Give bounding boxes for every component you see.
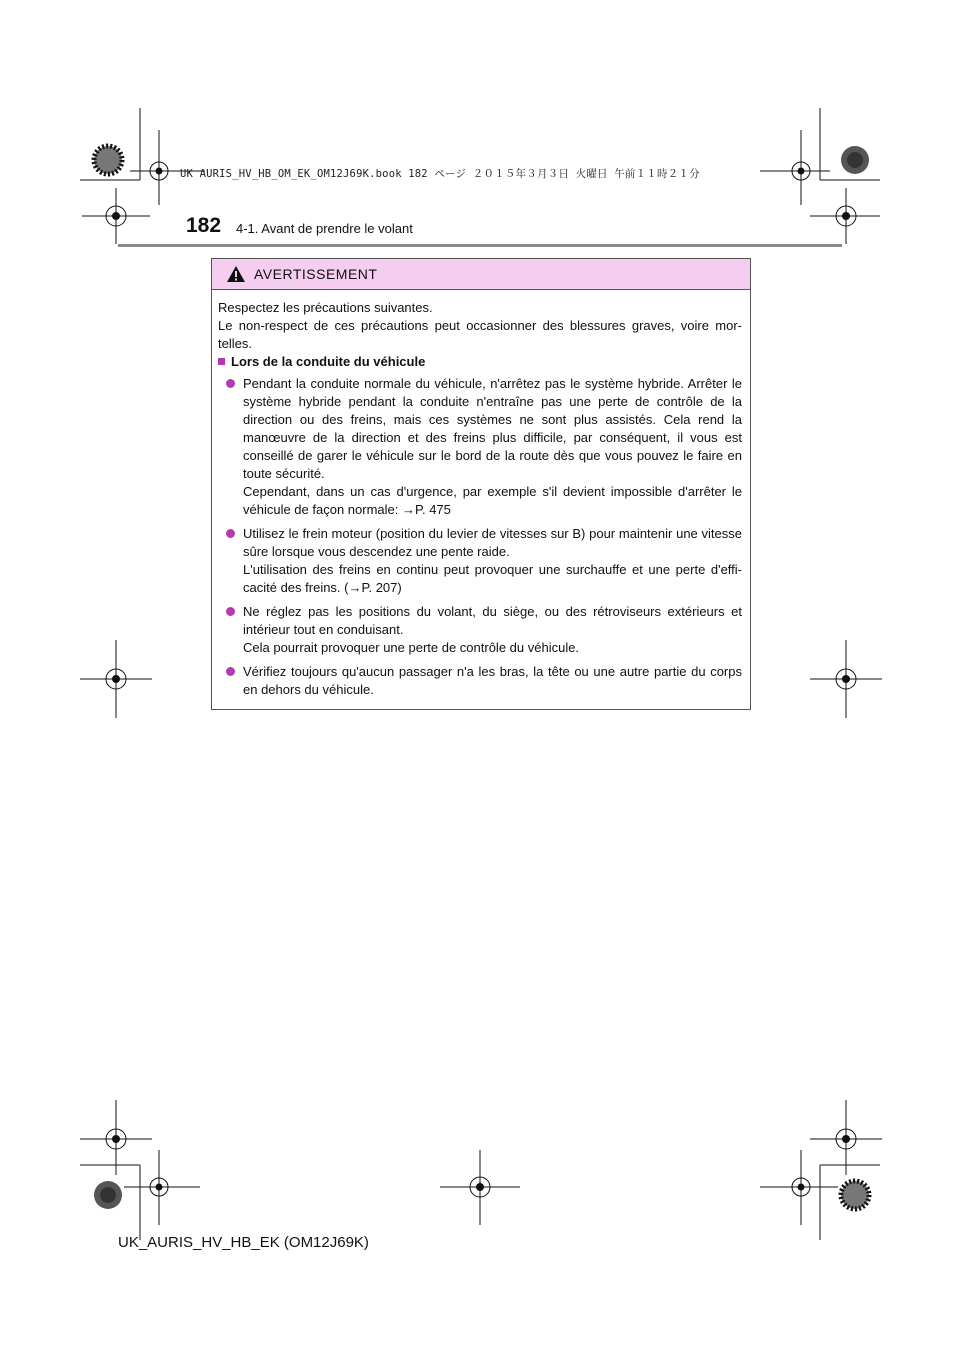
header-rule — [118, 244, 842, 247]
print-info-line: UK AURIS_HV_HB_OM_EK_OM12J69K.book 182 ページ ２０１５年３月３日 火曜日 午前１１時２１分 — [180, 168, 700, 180]
list-item-text: Vérifiez toujours qu'aucun passager n'a les bras, la tête ou une autre partie du corps en dehors du véhicule. — [243, 664, 742, 697]
warning-subheading-text: Lors de la conduite du véhicule — [231, 354, 426, 369]
warning-subheading — [218, 353, 742, 371]
round-bullet-icon — [226, 529, 235, 538]
list-item-text: Utilisez le frein moteur (position du levier de vitesses sur B) pour maintenir une vitesse sûre lorsque vous descendez une pente raide. L'utilisation des freins en continu peut provoquer une surchauffe et une perte d'effi-cacité des freins. (→P. 207) — [243, 526, 742, 595]
warning-box — [211, 258, 751, 710]
list-item — [226, 603, 742, 657]
list-item — [226, 375, 742, 519]
list-item — [226, 663, 742, 699]
section-title: 4-1. Avant de prendre le volant — [236, 221, 413, 236]
list-item — [226, 525, 742, 597]
warning-triangle-icon — [226, 265, 246, 283]
warning-title: AVERTISSEMENT — [254, 266, 378, 282]
round-bullet-icon — [226, 379, 235, 388]
list-item-text: Ne réglez pas les positions du volant, du siège, ou des rétroviseurs extérieurs et intérieur tout en conduisant. Cela pourrait provoquer une perte de contrôle du véhicule. — [243, 604, 742, 655]
warning-body — [212, 290, 750, 699]
round-bullet-icon — [226, 667, 235, 676]
list-item-text: Pendant la conduite normale du véhicule, n'arrêtez pas le système hybride. Arrêter le système hybride pendant la conduite n'entraîne pas une perte de contrôle de la direction ou des freins, mais ces systèmes ne sont plus assistés. Cela rend la manœuvre de la direction et des freins plus difficile, par conséquent, il vous est conseillé de garer le véhicule sur le bord de la route dès que vous pouvez le faire en toute sécurité. Cependant, dans un cas d'urgence, par exemple s'il devient impossible d'arrêter le véhicule de façon normale: →P. 475 — [243, 376, 742, 517]
square-bullet-icon — [218, 358, 225, 365]
warning-intro: Respectez les précautions suivantes. Le non-respect de ces précautions peut occasionner des blessures graves, voire mor-telles. — [218, 300, 742, 351]
round-bullet-icon — [226, 607, 235, 616]
page-number: 182 — [186, 214, 222, 237]
manual-code: UK_AURIS_HV_HB_EK (OM12J69K) — [118, 1234, 369, 1251]
warning-header — [212, 259, 750, 290]
